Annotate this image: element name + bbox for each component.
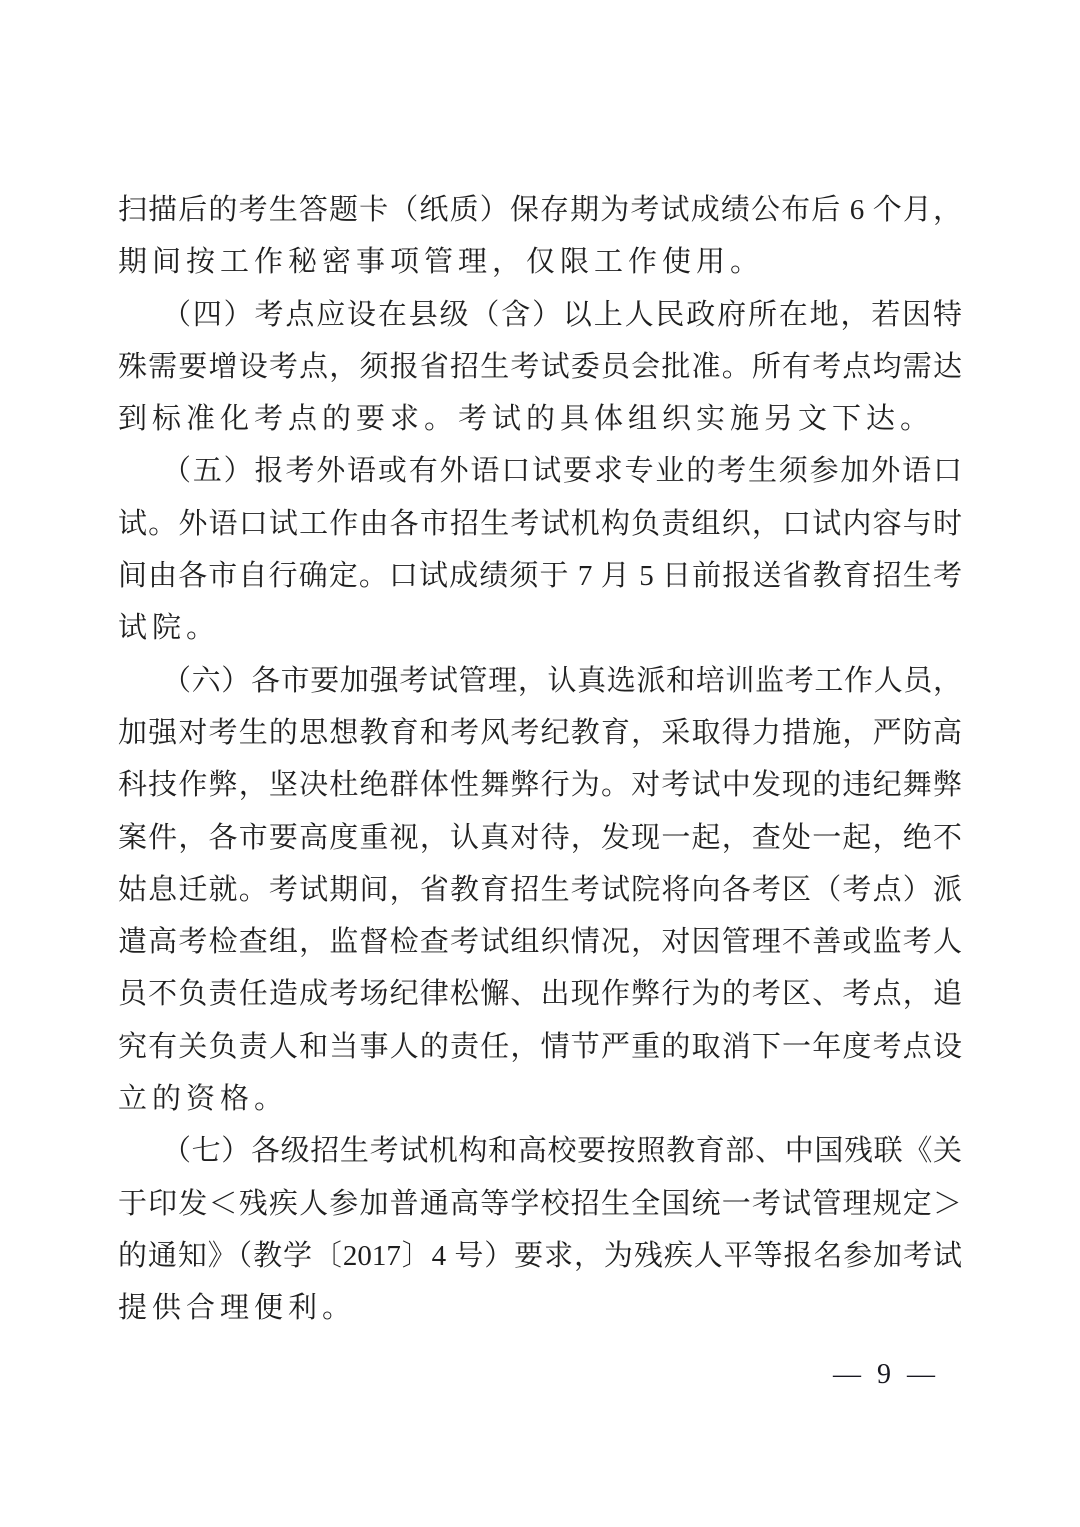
text-line: 科技作弊，坚决杜绝群体性舞弊行为。对考试中发现的违纪舞弊 <box>118 769 962 802</box>
paragraph <box>118 289 962 446</box>
text-line: （五）报考外语或有外语口试要求专业的考生须参加外语口 <box>162 455 962 488</box>
paragraph <box>118 184 962 289</box>
text-line: 立的资格。 <box>118 1083 289 1116</box>
text-line: 加强对考生的思想教育和考风考纪教育，采取得力措施，严防高 <box>118 716 962 749</box>
document-text-block <box>118 184 962 1335</box>
paragraph <box>118 1125 962 1334</box>
text-line: 究有关负责人和当事人的责任，情节严重的取消下一年度考点设 <box>118 1030 962 1063</box>
text-line: 期间按工作秘密事项管理，仅限工作使用。 <box>118 246 765 279</box>
paragraph <box>118 655 962 1126</box>
text-line: 员不负责任造成考场纪律松懈、出现作弊行为的考区、考点，追 <box>118 978 962 1011</box>
text-line: 间由各市自行确定。口试成绩须于 7 月 5 日前报送省教育招生考 <box>118 560 962 593</box>
text-line: 遣高考检查组，监督检查考试组织情况，对因管理不善或监考人 <box>118 926 962 959</box>
text-line: 殊需要增设考点，须报省招生考试委员会批准。所有考点均需达 <box>118 350 962 383</box>
page-number: — 9 — <box>833 1359 936 1390</box>
paragraph <box>118 445 962 654</box>
text-line: 的通知》（教学〔2017〕4 号）要求，为残疾人平等报名参加考试 <box>118 1239 962 1272</box>
text-line: 姑息迁就。考试期间，省教育招生考试院将向各考区（考点）派 <box>118 873 962 906</box>
text-line: （七）各级招生考试机构和高校要按照教育部、中国残联《关 <box>162 1135 962 1168</box>
text-line: 案件，各市要高度重视，认真对待，发现一起，查处一起，绝不 <box>118 821 962 854</box>
text-line: （六）各市要加强考试管理，认真选派和培训监考工作人员， <box>162 664 962 697</box>
text-line: （四）考点应设在县级（含）以上人民政府所在地，若因特 <box>162 298 962 331</box>
text-line: 扫描后的考生答题卡（纸质）保存期为考试成绩公布后 6 个月， <box>118 194 962 226</box>
text-line: 试院。 <box>118 612 221 645</box>
text-line: 到标准化考点的要求。考试的具体组织实施另文下达。 <box>118 403 935 436</box>
text-line: 提供合理便利。 <box>118 1292 357 1325</box>
text-line: 试。外语口试工作由各市招生考试机构负责组织，口试内容与时 <box>118 507 962 540</box>
text-line: 于印发＜残疾人参加普通高等学校招生全国统一考试管理规定＞ <box>118 1187 962 1220</box>
